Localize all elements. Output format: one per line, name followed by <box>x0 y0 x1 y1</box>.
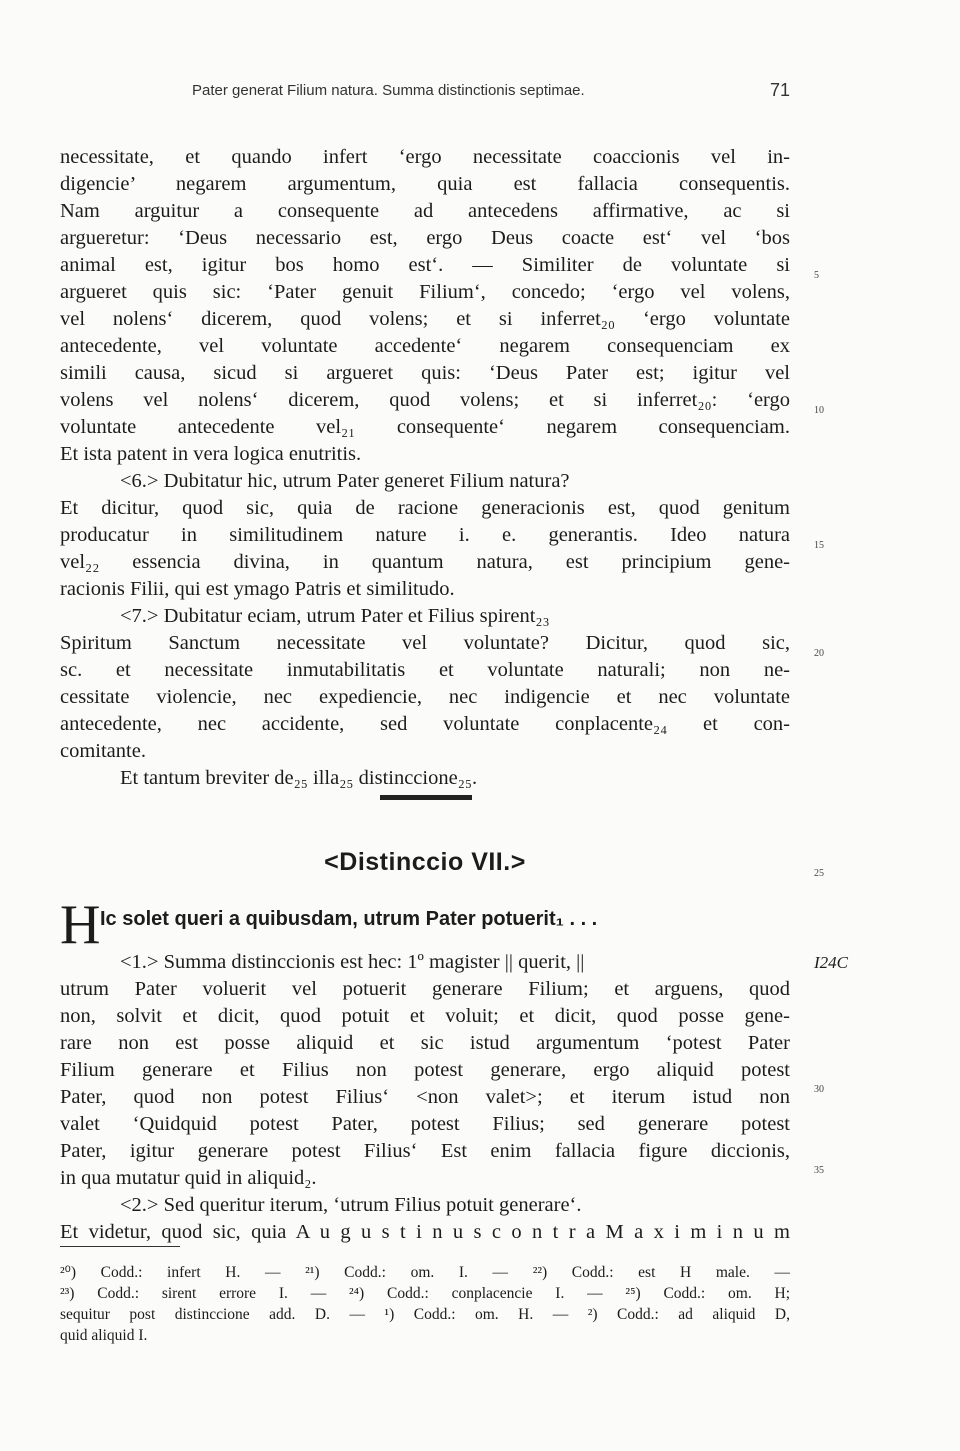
incipit-text: Ic solet queri a quibusdam, utrum Pater potuerit₁ . . . <box>100 908 598 930</box>
text-line: Et tantum breviter de₂₅ illa₂₅ distinccione₂₅. <box>120 767 478 789</box>
text-line: in qua mutatur quid in aliquid₂. <box>60 1167 317 1189</box>
text-line: <7.> Dubitatur eciam, utrum Pater et Filius spirent₂₃ <box>120 605 550 627</box>
text-line: Filium generare et Filius non potest generare, ergo aliquid potest <box>60 1059 790 1081</box>
section-divider <box>380 795 472 800</box>
text-line: argueret quis sic: ‘Pater genuit Filium‘, concedo; ‘ergo vel volens, <box>60 281 790 303</box>
footnote-line: ²³) Codd.: sirent errore I. — ²⁴) Codd.: conplacencie I. — ²⁵) Codd.: om. H; <box>60 1285 790 1302</box>
text-line: Pater, igitur generare potest Filius‘ Est enim fallacia figure diccionis, <box>60 1140 790 1162</box>
text-line: digencie’ negarem argumentum, quia est fallacia consequentis. <box>60 173 790 195</box>
text-line: necessitate, et quando infert ‘ergo necessitate coaccionis vel in- <box>60 146 790 168</box>
text-line: antecedente, nec accidente, sed voluntate conplacente₂₄ et con- <box>60 713 790 735</box>
text-line: Nam arguitur a consequente ad antecedens affirmative, ac si <box>60 200 790 222</box>
text-line: <6.> Dubitatur hic, utrum Pater generet Filium natura? <box>120 470 570 492</box>
margin-siglum: I24C <box>814 953 848 972</box>
line-number: 15 <box>814 540 824 551</box>
text-line: non, solvit et dicit, quod potuit et voluit; et dicit, quod posse gene- <box>60 1005 790 1027</box>
line-number: 25 <box>814 868 824 879</box>
text-line: comitante. <box>60 740 146 762</box>
text-line: valet ‘Quidquid potest Pater, potest Filius; sed generare potest <box>60 1113 790 1135</box>
text-line: antecedente, vel voluntate accedente‘ negarem consequenciam ex <box>60 335 790 357</box>
text-line: sc. et necessitate inmutabilitatis et voluntate naturali; non ne- <box>60 659 790 681</box>
page-number: 71 <box>769 80 790 100</box>
text-line: simili causa, sicud si argueret quis: ‘Deus Pater est; igitur vel <box>60 362 790 384</box>
text-line: racionis Filii, qui est ymago Patris et similitudo. <box>60 578 455 600</box>
drop-cap: H <box>60 894 101 956</box>
text-line: rare non est posse aliquid et sic istud argumentum ‘potest Pater <box>60 1032 790 1054</box>
text-line: animal est, igitur bos homo est‘. — Similiter de voluntate si <box>60 254 790 276</box>
text-line: utrum Pater voluerit vel potuerit generare Filium; et arguens, quod <box>60 978 790 1000</box>
text-line: vel nolens‘ dicerem, quod volens; et si inferret₂₀ ‘ergo voluntate <box>60 308 790 330</box>
distinction-heading: <Distinccio VII.> <box>324 848 526 876</box>
text-line: Et dicitur, quod sic, quia de racione generacionis est, quod genitum <box>60 497 790 519</box>
text-line: producatur in similitudinem nature i. e. generantis. Ideo natura <box>60 524 790 546</box>
body-text-distinction-7 <box>60 949 790 1246</box>
line-number: 10 <box>814 405 824 416</box>
text-line: Et ista patent in vera logica enutritis. <box>60 443 362 465</box>
text-line: vel₂₂ essencia divina, in quantum natura, est principium gene- <box>60 551 790 573</box>
line-number: 30 <box>814 1084 824 1095</box>
text-line: Spiritum Sanctum necessitate vel voluntate? Dicitur, quod sic, <box>60 632 790 654</box>
footnotes <box>60 1262 790 1346</box>
footnote-line: ²⁰) Codd.: infert H. — ²¹) Codd.: om. I. — ²²) Codd.: est H male. — <box>60 1264 790 1281</box>
footnote-rule <box>60 1246 180 1247</box>
line-number: 5 <box>814 270 819 281</box>
line-number: 20 <box>814 648 824 659</box>
text-line: <1.> Summa distinccionis est hec: 1º magister || querit, || <box>120 951 585 973</box>
text-line: Pater, quod non potest Filius‘ <non valet>; et iterum istud non <box>60 1086 790 1108</box>
footnote-line: quid aliquid I. <box>60 1327 148 1344</box>
text-line: <2.> Sed queritur iterum, ‘utrum Filius potuit generare‘. <box>120 1194 582 1216</box>
running-title: Pater generat Filium natura. Summa distinctionis septimae. <box>192 82 585 99</box>
text-line: argueretur: ‘Deus necessario est, ergo Deus coacte est‘ vel ‘bos <box>60 227 790 249</box>
line-number: 35 <box>814 1165 824 1176</box>
text-line: volens vel nolens‘ dicerem, quod volens; et si inferret₂₀: ‘ergo <box>60 389 790 411</box>
running-header <box>60 80 790 106</box>
text-line: cessitate violencie, nec expediencie, nec indigencie et nec voluntate <box>60 686 790 708</box>
body-text-distinction-6 <box>60 144 790 792</box>
text-line: voluntate antecedente vel₂₁ consequente‘ negarem consequenciam. <box>60 416 790 438</box>
text-line: Et videtur, quod sic, quia A u g u s t i n u s c o n t r a M a x i m i n u m <box>60 1221 790 1243</box>
footnote-line: sequitur post distinccione add. D. — ¹) Codd.: om. H. — ²) Codd.: ad aliquid D, <box>60 1306 790 1323</box>
